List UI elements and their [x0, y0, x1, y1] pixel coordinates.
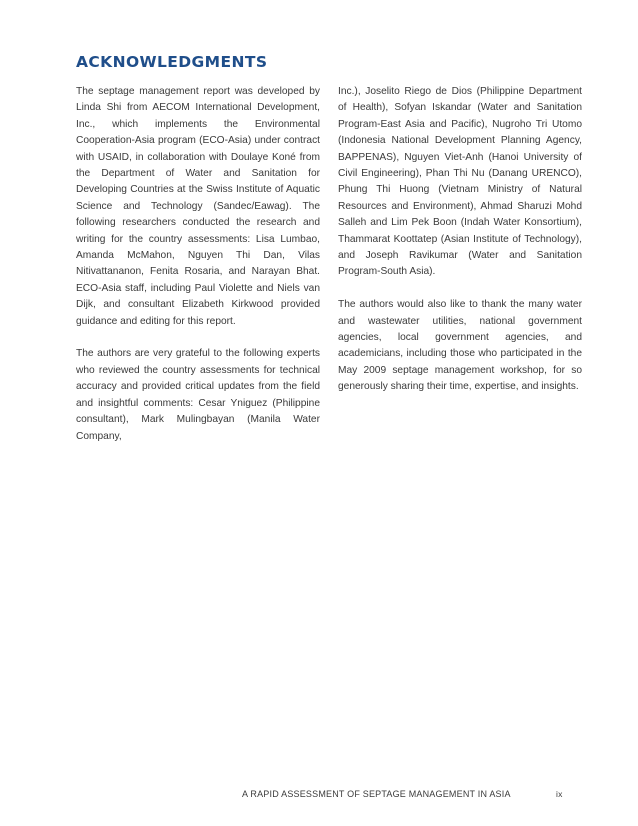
left-column — [76, 84, 320, 461]
right-column — [338, 84, 582, 412]
body-paragraph: Inc.), Joselito Riego de Dios (Philippine Department of Health), Sofyan Iskandar (Water and Sanitation Program-East Asia and Pacific), Nugroho Tri Utomo (Indonesia National Development Planning Agency, BAPPENAS), Nguyen Viet-Anh (Hanoi University of Civil Engineering), Phan Thi Nu (Danang URENCO), Phung Thi Huong (Vietnam Ministry of Natural Resources and Environment), Ahmad Sharuzi Mohd Salleh and Lim Pek Boon (Indah Water Konsortium), Thammarat Koottatep (Asian Institute of Technology), and Joseph Ravikumar (Water and Sanitation Program-South Asia). — [338, 86, 582, 278]
page-title: ACKNOWLEDGMENTS — [76, 53, 268, 71]
body-paragraph: The septage management report was developed by Linda Shi from AECOM International Development, Inc., which implements the Environmental Cooperation-Asia program (ECO-Asia) under contract with USAID, in collaboration with Doulaye Koné from the Department of Water and Sanitation for Developing Countries at the Swiss Institute of Aquatic Science and Technology (Sandec/Eawag). The following researchers conducted the research and writing for the country assessments: Lisa Lumbao, Amanda McMahon, Nguyen Thi Dan, Vilas Nitivattananon, Fenita Rosaria, and Narayan Bhat. ECO-Asia staff, including Paul Violette and Niels van Dijk, and consultant Elizabeth Kirkwood provided guidance and editing for this report. — [76, 86, 320, 327]
body-paragraph: The authors are very grateful to the following experts who reviewed the country assessments for technical accuracy and provided critical updates from the field and insightful comments: Cesar Yniguez (Philippine consultant), Mark Mulingbayan (Manila Water Company, — [76, 348, 320, 442]
body-paragraph: The authors would also like to thank the many water and wastewater utilities, national government agencies, local government agencies, and academicians, including those who participated in the May 2009 septage management workshop, for so generously sharing their time, expertise, and insights. — [338, 299, 582, 393]
running-footer-title: A RAPID ASSESSMENT OF SEPTAGE MANAGEMENT IN ASIA — [242, 789, 511, 799]
page-footer — [230, 789, 570, 803]
page-number: ix — [556, 789, 563, 799]
